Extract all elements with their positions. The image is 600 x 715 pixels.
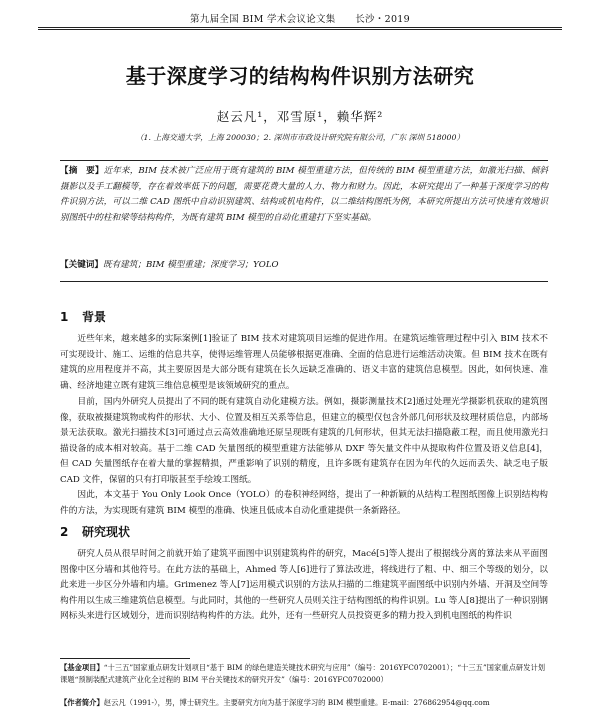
footnote-fund-label: 【基金项目】	[60, 663, 104, 672]
abstract-label: 【摘 要】	[60, 166, 104, 176]
header-rule-thin	[38, 29, 562, 30]
footnote-author-text: 赵云凡（1991-），男，博士研究生。主要研究方向为基于深度学习的 BIM 模型重建。E-mail：276862954@qq.com	[103, 698, 490, 707]
section-1-paragraph-3: 因此，本文基于 You Only Look Once（YOLO）的卷积神经网络，提出了一种新颖的从结构工程图纸图像上识别结构构件的方法，为实现既有建筑 BIM 模型的准确、快速且低成本自动化重建提供一条新路径。	[60, 490, 548, 516]
paper-title: 基于深度学习的结构构件识别方法研究	[125, 64, 475, 88]
paper-authors: 赵云凡¹，邓雪原¹，赖华辉²	[216, 109, 384, 124]
section-1-number: 1	[60, 310, 69, 324]
footnote-author	[60, 697, 548, 709]
header-rule	[38, 27, 562, 28]
abstract-text: 近年来，BIM 技术被广泛应用于既有建筑的 BIM 模型重建方法，但传统的 BIM 模型重建方法，如激光扫描、倾斜摄影以及手工翻模等，存在着效率低下的问题，需要花费大量的人力、物力和财力。因此，本研究提出了一种基于深度学习的构件识别方法，可以二维 CAD 图纸中自动识别建筑、结构或机电构件，以二维结构图纸为例，本研究所提出方法可快速有效地识别图纸中的柱和梁等结构构件，为既有建筑 BIM 模型的自动化重建打下坚实基础。	[60, 166, 548, 223]
section-2-paragraph-1: 研究人员从很早时间之前就开始了建筑平面图中识别建筑构件的研究，Macé[5]等人提出了根据线分离的算法来从平面图图像中区分墙和其他符号。在此方法的基础上，Ahmed 等人[6]进行了算法改进，将线进行了粗、中、细三个等级的划分，以此来进一步区分外墙和内墙。Grimenez 等人[7]运用模式识别的方法从扫描的二维建筑平面图纸中识别内外墙、开洞及空间等构件用以生成三维建筑信息模型。与此同时，其他的一些研究人员则关注于结构图纸的构件识别。Lu 等人[8]提出了一种识别钢网标头来进行区域划分，进而识别结构构件的方法。此外，还有一些研究人员投资更多的精力投入到机电图纸的构件识	[60, 549, 548, 622]
footnote-rule	[60, 658, 190, 659]
keywords	[60, 258, 548, 272]
section-1-title: 背景	[82, 310, 107, 324]
keywords-label: 【关键词】	[60, 260, 103, 270]
footnote-fund	[60, 662, 548, 685]
section-2-title: 研究现状	[82, 525, 131, 539]
footnote-author-label: 【作者简介】	[60, 698, 104, 707]
section-1-heading	[60, 308, 106, 325]
section-1-paragraph-2: 目前，国内外研究人员提出了不同的既有建筑自动化建模方法。例如，摄影测量技术[2]通过处理光学摄影机获取的建筑图像，获取被摄建筑物或构件的形状、大小、位置及相互关系等信息，但建立的模型仅包含外部几何形状及纹理材质信息，内部场景无法获取。激光扫描技术[3]可通过点云高效准确地还原呈现既有建筑的几何形状，但其无法扫描隐蔽工程，而且使用激光扫描设备的成本相对较高。基于二维 CAD 矢量图纸的模型重建方法能够从 DXF 等矢量文件中从提取构件位置及语义信息[4]，但 CAD 矢量图纸存在着大量的掌握精损，严重影响了识别的精度，且许多既有建筑存在因为年代的久远而丢失、缺乏电子版 CAD 文件，保留的只有打印版甚至手绘竣工图纸。	[60, 397, 548, 485]
section-2-heading	[60, 523, 130, 540]
section-1-paragraph-1: 近些年来，越来越多的实际案例[1]验证了 BIM 技术对建筑项目运维的促进作用。在建筑运维管理过程中引入 BIM 技术不可实现设计、施工、运维的信息共享，使得运维管理人员能够根据更准确、全面的信息进行运维活动决策。但 BIM 技术在既有建筑的应用程度并不高，其主要原因是大部分既有建筑在长久远缺乏准确的、语义丰富的建筑信息模型。因此，如何快速、准确、经济地建立既有建筑三维信息模型是该领域研究的重点。	[60, 334, 548, 391]
abstract	[60, 164, 548, 226]
section-2-number: 2	[60, 525, 69, 539]
keywords-text: 既有建筑；BIM 模型重建；深度学习；YOLO	[102, 260, 279, 270]
footnote-fund-text: “十三五”国家重点研发计划项目“基于 BIM 的绿色建造关键技术研究与应用”（编号：2016YFC0702001）；“十三五”国家重点研发计划课题“预制装配式建筑产业化全过程的 BIM 平台关键技术的研究开发”（编号：2016YFC0702000）	[60, 663, 546, 684]
running-header: 第九届全国 BIM 学术会议论文集 长沙・2019	[190, 14, 410, 25]
paper-affiliation: （1. 上海交通大学，上海 200030；2. 深圳市市政设计研究院有限公司，广东 深圳 518000）	[135, 133, 465, 142]
